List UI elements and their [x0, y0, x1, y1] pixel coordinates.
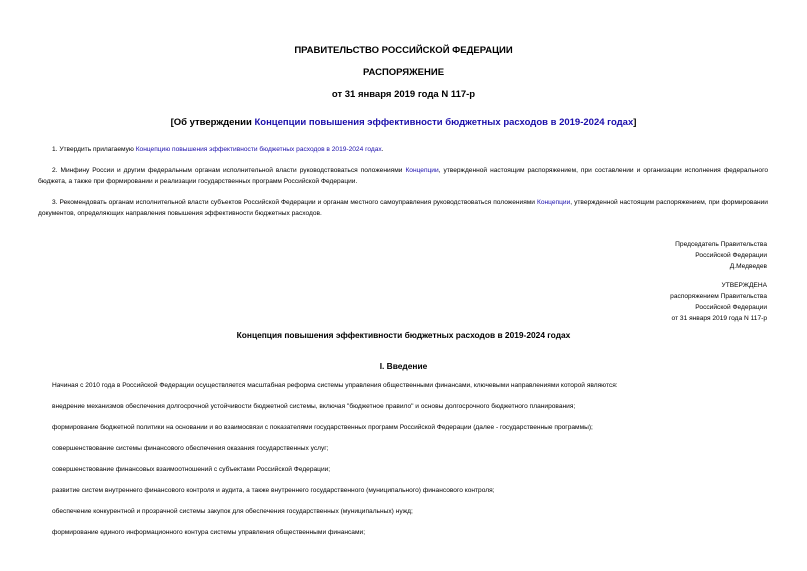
paragraph-3: [38, 197, 768, 219]
intro-line: формирование бюджетной политики на основании и во взаимосвязи с показателями государственных программ Российской Федерации (далее - государственные программы);: [52, 424, 593, 431]
concept-link-2[interactable]: Концепции: [405, 167, 439, 174]
intro-line: внедрение механизмов обеспечения долгосрочной устойчивости бюджетной системы, включая "бюджетное правило" и основы долгосрочного бюджетного планирования;: [52, 403, 576, 410]
approval-date: от 31 января 2019 года N 117-р: [671, 315, 767, 322]
p1-tail: .: [381, 146, 384, 153]
p3-tail: , утвержденной настоящим распоряжением, при формировании документов, определяющих направления повышения эффективности бюджетных расходов.: [38, 199, 768, 217]
signature-title: Председатель Правительства: [675, 241, 767, 248]
approval-block: [467, 280, 767, 324]
approval-line-2: распоряжением Правительства: [670, 293, 767, 300]
subject-link[interactable]: Концепции повышения эффективности бюджетных расходов в 2019-2024 годах: [254, 117, 634, 128]
intro-line: совершенствование системы финансового обеспечения оказания государственных услуг;: [52, 445, 329, 452]
paragraph-2: [38, 165, 768, 187]
subject-suffix: ]: [633, 117, 637, 128]
subject-prefix: [Об утверждении: [170, 117, 255, 128]
signature-block: [467, 239, 767, 272]
intro-line: обеспечение конкурентной и прозрачной системы закупок для обеспечения государственных (муниципальных) нужд;: [52, 508, 413, 515]
signature-name: Д.Медведев: [729, 263, 767, 270]
p1-text: 1. Утвердить прилагаемую: [52, 146, 136, 153]
p2-text: 2. Минфину России и другим федеральным органам исполнительной власти руководствоваться положениями: [52, 167, 406, 174]
concept-link-3[interactable]: Концепции: [537, 199, 571, 206]
government-heading: ПРАВИТЕЛЬСТВО РОССИЙСКОЙ ФЕДЕРАЦИИ: [294, 45, 513, 56]
intro-line: совершенствование финансовых взаимоотношений с субъектами Российской Федерации;: [52, 466, 331, 473]
intro-line: развитие систем внутреннего финансового контроля и аудита, а также внутреннего государственного (муниципального) финансового контроля;: [52, 487, 495, 494]
p2-tail: , утвержденной настоящим распоряжением, при составлении и организации исполнения федерального бюджета, а также при формировании и реализации государственных программ Российской Федерации.: [38, 167, 769, 185]
intro-line: формирование единого информационного контура системы управления общественными финансами;: [52, 529, 366, 536]
intro-line: Начиная с 2010 года в Российской Федерации осуществляется масштабная реформа системы управления общественными финансами, ключевыми направлениями которой являются:: [52, 382, 618, 389]
approval-line-3: Российской Федерации: [695, 304, 767, 311]
concept-title: Концепция повышения эффективности бюджетных расходов в 2019-2024 годах: [236, 330, 571, 340]
signature-country: Российской Федерации: [695, 252, 767, 259]
concept-link-1[interactable]: Концепцию повышения эффективности бюджетных расходов в 2019-2024 годах: [135, 146, 382, 153]
document-date-number: от 31 января 2019 года N 117-р: [331, 89, 476, 100]
paragraph-1: [38, 144, 768, 155]
document-subject: [0, 117, 807, 128]
section-title: I. Введение: [379, 361, 428, 371]
p3-text: 3. Рекомендовать органам исполнительной власти субъектов Российской Федерации и органам местного самоуправления руководствоваться положениями: [52, 199, 538, 206]
document-type: РАСПОРЯЖЕНИЕ: [362, 67, 445, 78]
approval-heading: УТВЕРЖДЕНА: [721, 282, 767, 289]
